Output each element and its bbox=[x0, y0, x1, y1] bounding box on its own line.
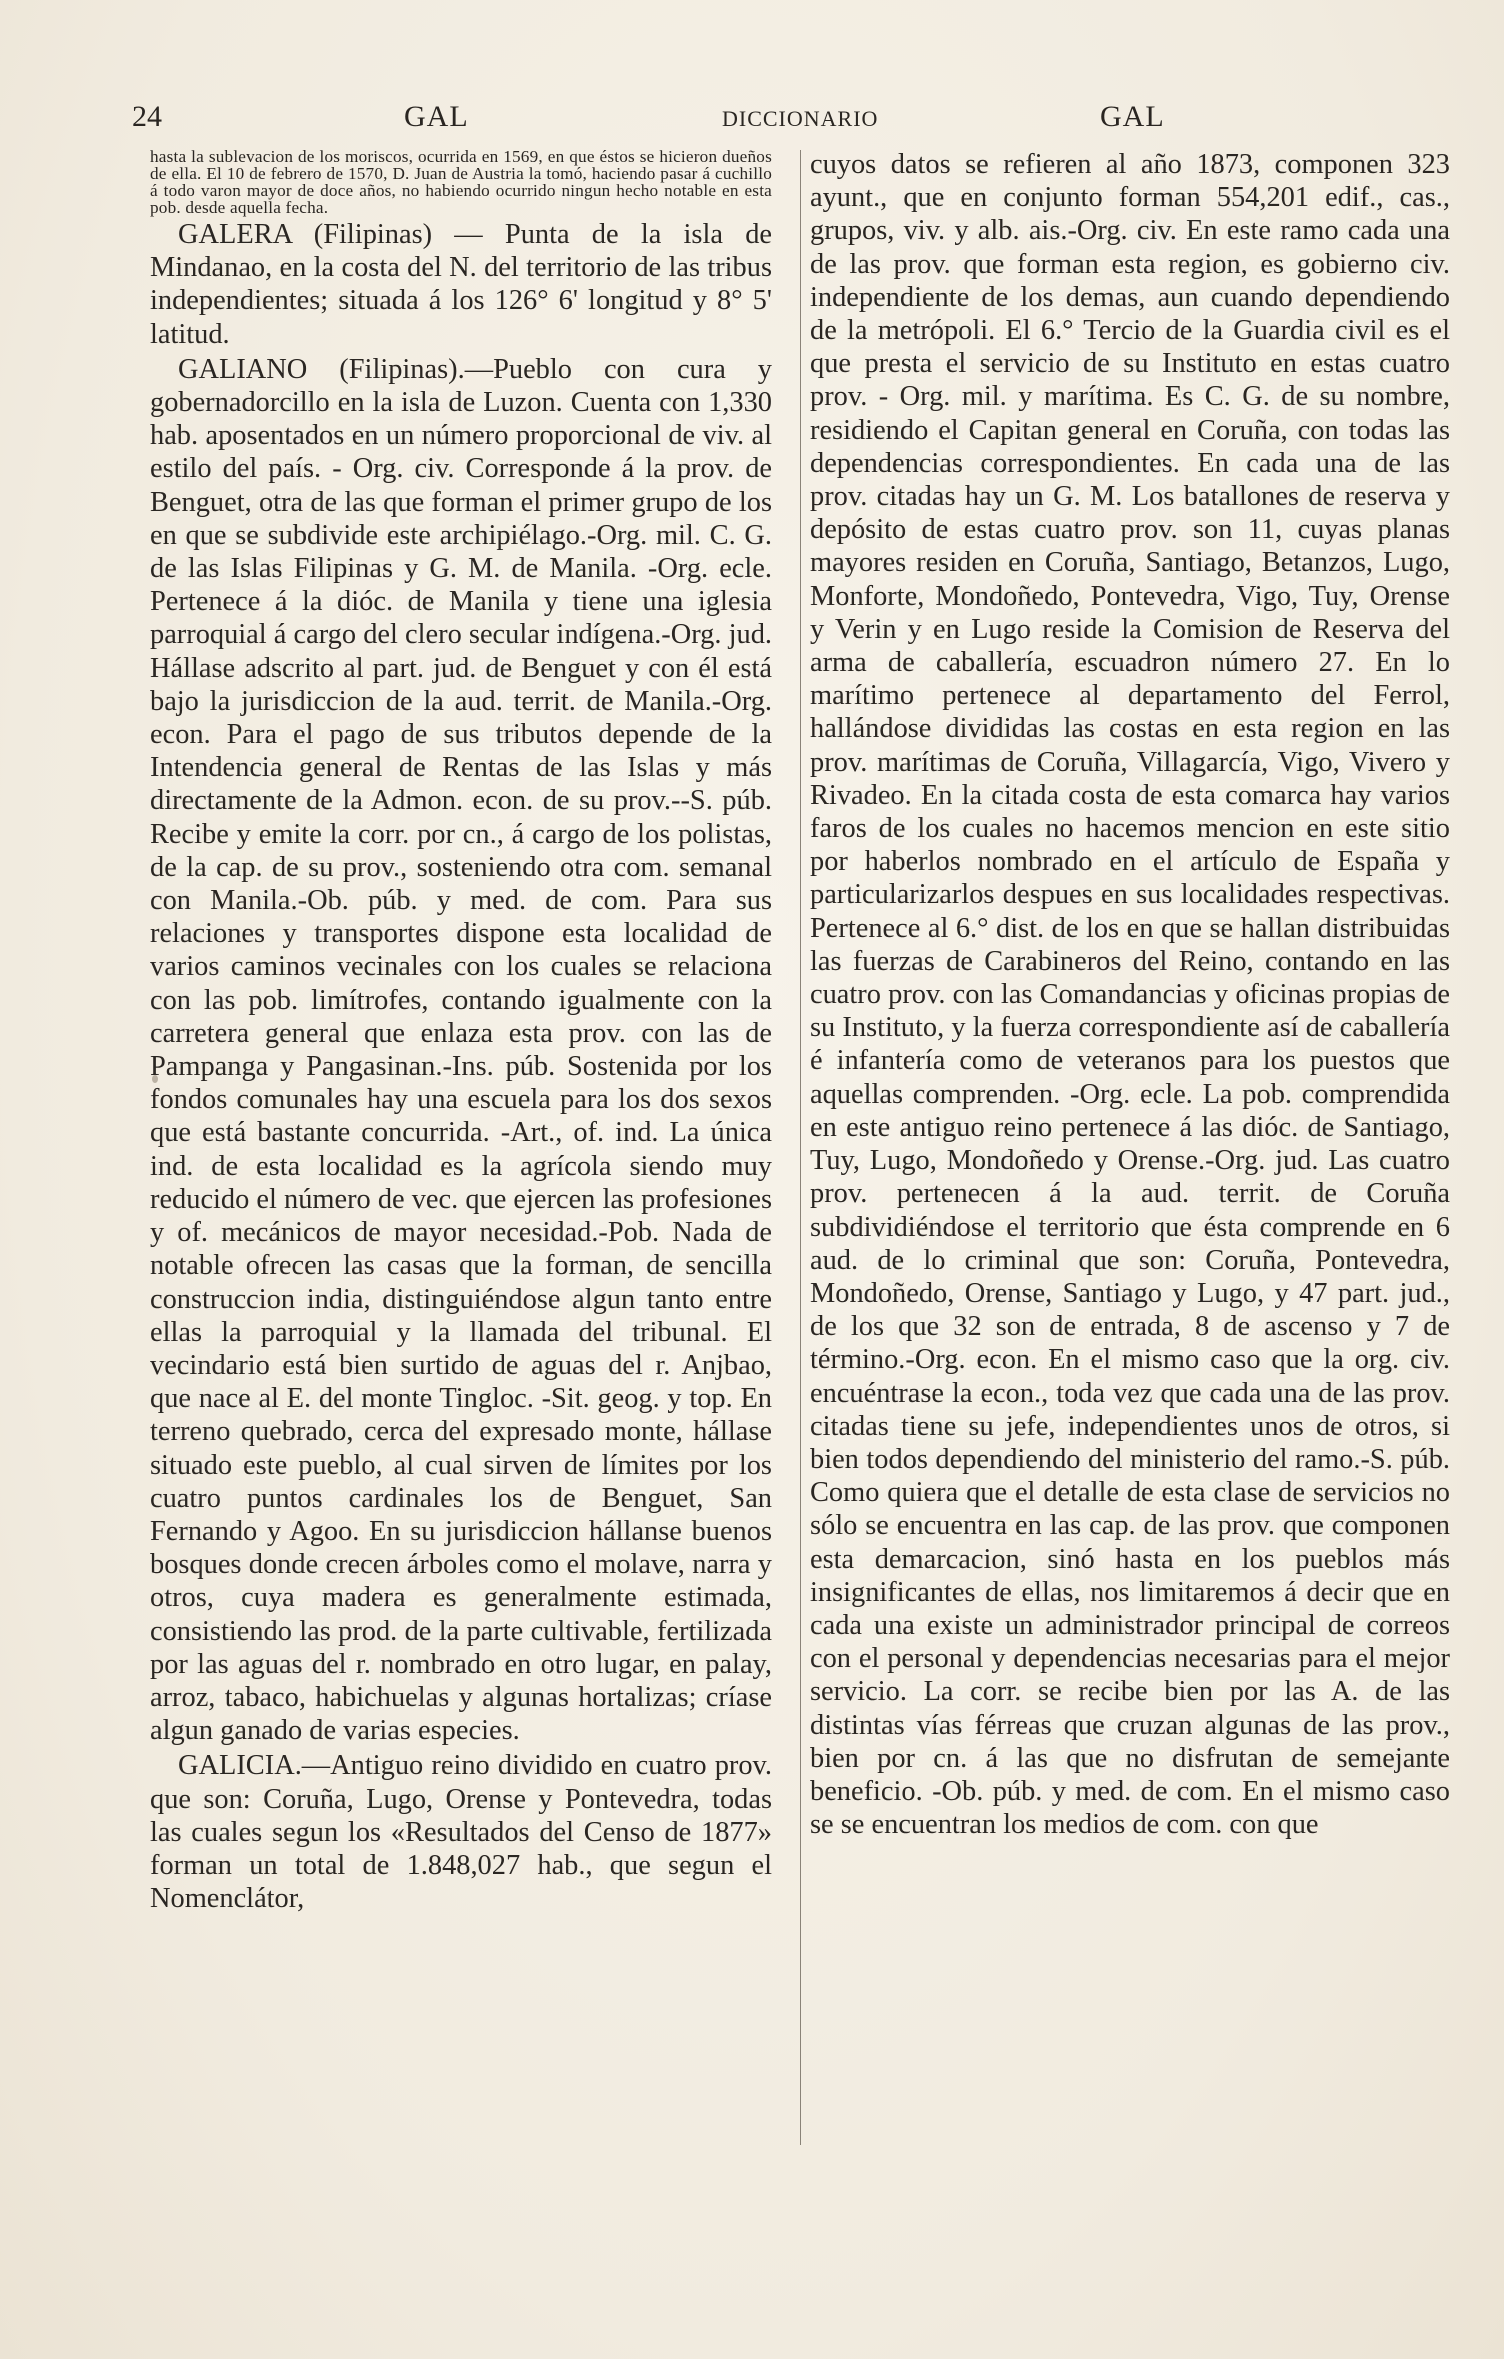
header-left-word: GAL bbox=[404, 100, 469, 133]
entry-galicia-continued: cuyos datos se refieren al año 1873, componen 323 ayunt., que en conjunto forman 554,201 edif., cas., grupos, viv. y alb. ais.-Org. civ. En este ramo cada una de las prov. que forman esta region, es gobierno civ. independiente de los demas, aun cuando dependiendo de la metrópoli. El 6.° Tercio de la Guardia civil es el que presta el servicio de su Instituto en estas cuatro prov. - Org. mil. y marítima. Es C. G. de su nombre, residiendo el Capitan general en Coruña, con todas las dependencias correspondientes. En cada una de las prov. citadas hay un G. M. Los batallones de reserva y depósito de estas cuatro prov. son 11, cuyas planas mayores residen en Coruña, Santiago, Betanzos, Lugo, Monforte, Mondoñedo, Pontevedra, Vigo, Tuy, Orense y Verin y en Lugo reside la Comision de Reserva del arma de caballería, escuadron número 27. En lo marítimo pertenece al departamento del Ferrol, hallándose divididas las costas en esta region en las prov. marítimas de Coruña, Villagarcía, Vigo, Vivero y Rivadeo. En la citada costa de esta comarca hay varios faros de los cuales no hacemos mencion en este sitio por haberlos nombrado en el artículo de España y particularizarlos despues en sus localidades respectivas. Pertenece al 6.° dist. de los en que se hallan distribuidas las fuerzas de Carabineros del Reino, contando en las cuatro prov. con las Comandancias y oficinas propias de su Instituto, y la fuerza correspondiente así de caballería é infantería como de veteranos para los puestos que aquellas comprenden. -Org. ecle. La pob. comprendida en este antiguo reino pertenece á las dióc. de Santiago, Tuy, Lugo, Mondoñedo y Orense.-Org. jud. Las cuatro prov. pertenecen á la aud. territ. de Coruña subdividiéndose el territorio que ésta comprende en 6 aud. de lo criminal que son: Coruña, Pontevedra, Mondoñedo, Orense, Santiago y Lugo, y 47 part. jud., de los que 32 son de entrada, 8 de ascenso y 7 de término.-Org. econ. En el mismo caso que la org. civ. encuéntrase la econ., toda vez que cada una de las prov. citadas tiene su jefe, independientes unos de otros, si bien todos dependiendo del ministerio del ramo.-S. púb. Como quiera que el detalle de esta clase de servicios no sólo se encuentra en las cap. de las prov. que componen esta demarcacion, sinó hasta en los pueblos más insignificantes de ellas, nos limitaremos á decir que en cada una existe un administrador principal de correos con el personal y dependencias necesarias para el mejor servicio. La corr. se recibe bien por las A. de las distintas vías férreas que cruzan algunas de las prov., bien por cn. á las que no disfrutan de semejante beneficio. -Ob. púb. y med. de com. En el mismo caso se se encuentran los medios de com. con que bbox=[810, 149, 1450, 1841]
continued-note: hasta la sublevacion de los moriscos, ocurrida en 1569, en que éstos se hicieron dueños de ella. El 10 de febrero de 1570, D. Juan de Austria la tomó, haciendo pasar á cuchillo á todo varon mayor de doce años, no habiendo ocurrido ningun hecho notable en esta pob. desde aquella fecha. bbox=[150, 147, 772, 217]
header-title: DICCIONARIO bbox=[722, 106, 879, 131]
column-divider bbox=[800, 150, 801, 2145]
running-header bbox=[132, 100, 1372, 140]
left-column bbox=[150, 148, 772, 1915]
page-number: 24 bbox=[132, 100, 162, 133]
right-column bbox=[810, 148, 1450, 1841]
entry-galera: GALERA (Filipinas) — Punta de la isla de Mindanao, en la costa del N. del territorio de las tribus independientes; situada á los 126° 6' longitud y 8° 5' latitud. bbox=[150, 219, 772, 350]
entry-galicia: GALICIA.—Antiguo reino dividido en cuatro prov. que son: Coruña, Lugo, Orense y Pontevedra, todas las cuales segun los «Resultados del Censo de 1877» forman un total de 1.848,027 hab., que segun el Nomenclátor, bbox=[150, 1750, 772, 1915]
header-right-word: GAL bbox=[1100, 100, 1165, 133]
entry-galiano: GALIANO (Filipinas).—Pueblo con cura y gobernadorcillo en la isla de Luzon. Cuenta con 1,330 hab. aposentados en un número proporcional de viv. al estilo del país. - Org. civ. Corresponde á la prov. de Benguet, otra de las que forman el primer grupo de los en que se subdivide este archipiélago.-Org. mil. C. G. de las Islas Filipinas y G. M. de Manila. -Org. ecle. Pertenece á la dióc. de Manila y tiene una iglesia parroquial á cargo del clero secular indígena.-Org. jud. Hállase adscrito al part. jud. de Benguet y con él está bajo la jurisdiccion de la aud. territ. de Manila.-Org. econ. Para el pago de sus tributos depende de la Intendencia general de Rentas de las Islas y más directamente de la Admon. econ. de su prov.--S. púb. Recibe y emite la corr. por cn., á cargo de los polistas, de la cap. de su prov., sosteniendo otra com. semanal con Manila.-Ob. púb. y med. de com. Para sus relaciones y transportes dispone esta localidad de varios caminos vecinales con los cuales se relaciona con las pob. limítrofes, contando igualmente con la carretera general que enlaza esta prov. con las de Pampanga y Pangasinan.-Ins. púb. Sostenida por los fondos comunales hay una escuela para los dos sexos que está bastante concurrida. -Art., of. ind. La única ind. de esta localidad es la agrícola siendo muy reducido el número de vec. que ejercen las profesiones y of. mecánicos de mayor necesidad.-Pob. Nada de notable ofrecen las casas que la forman, de sencilla construccion india, distinguiéndose algun tanto entre ellas la parroquial y la llamada del tribunal. El vecindario está bien surtido de aguas del r. Anjbao, que nace al E. del monte Tingloc. -Sit. geog. y top. En terreno quebrado, cerca del expresado monte, hállase situado este pueblo, al cual sirven de límites por los cuatro puntos cardinales los de Benguet, San Fernando y Agoo. En su jurisdiccion hállanse buenos bosques donde crecen árboles como el molave, narra y otros, cuya madera es generalmente estimada, consistiendo las prod. de la parte cultivable, fertilizada por las aguas del r. nombrado en otro lugar, en palay, arroz, tabaco, habichuelas y algunas hortalizas; críase algun ganado de varias especies. bbox=[150, 353, 772, 1747]
